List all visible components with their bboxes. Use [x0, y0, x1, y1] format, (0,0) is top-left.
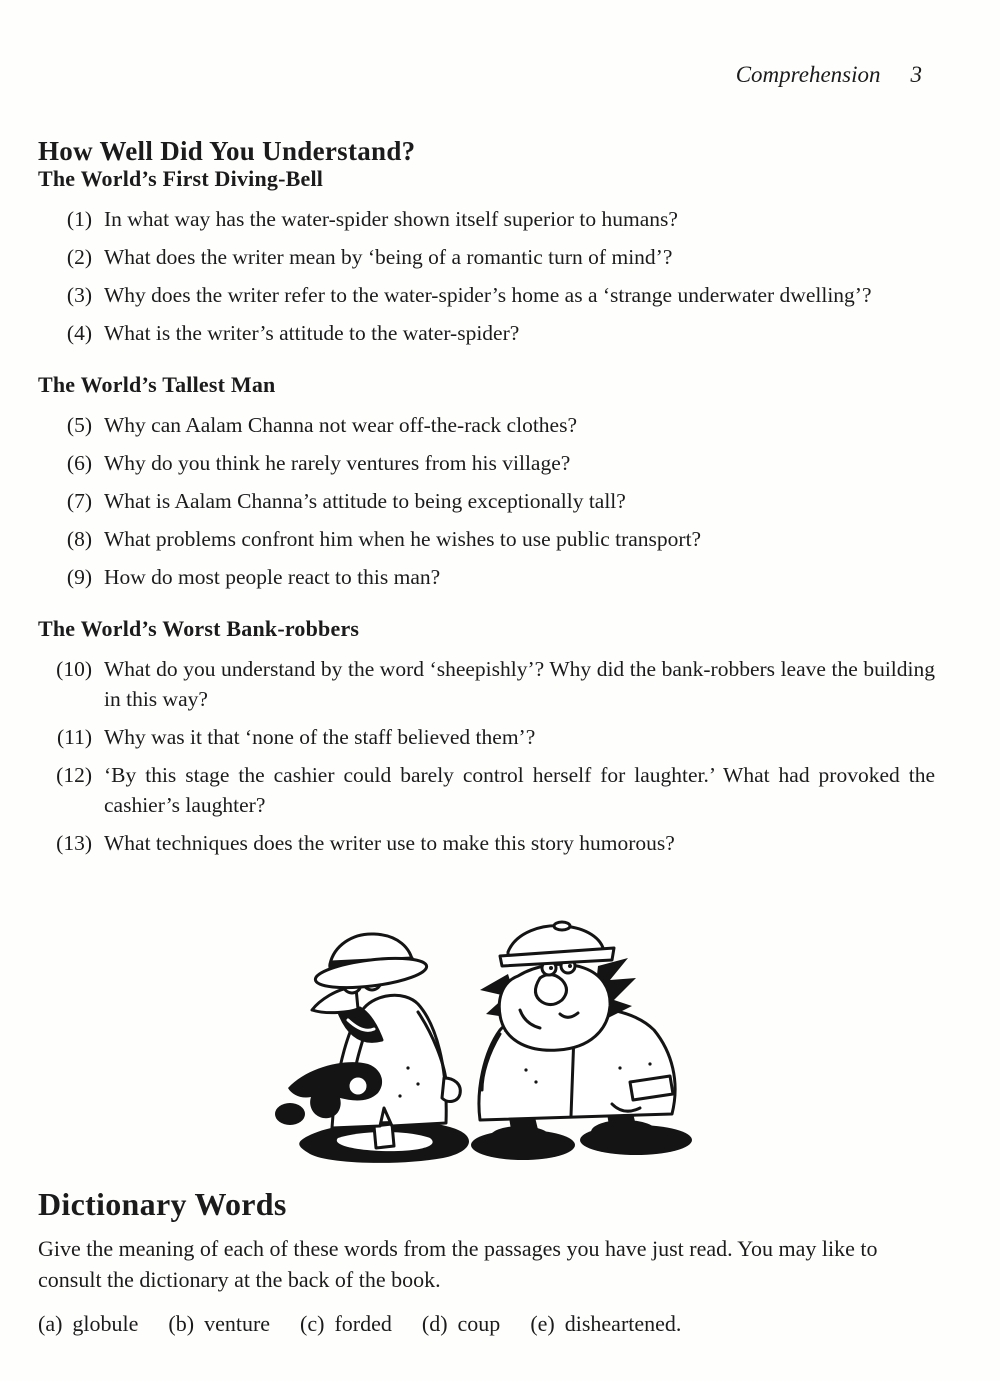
word-text: disheartened. — [564, 1311, 682, 1336]
question-text: What does the writer mean by ‘being of a romantic turn of mind’? — [104, 245, 673, 269]
exercise-content — [38, 166, 935, 866]
question-2 — [38, 242, 935, 272]
word-label: (d) — [421, 1311, 448, 1336]
dictionary-word-e — [530, 1311, 681, 1337]
word-label: (a) — [38, 1311, 63, 1336]
question-number: (7) — [66, 489, 92, 513]
question-number: (1) — [66, 207, 92, 231]
question-number: (12) — [56, 763, 92, 787]
page-title: How Well Did You Understand? — [38, 136, 416, 167]
question-4 — [38, 318, 935, 348]
page-number: 3 — [910, 62, 922, 87]
word-label: (b) — [168, 1311, 195, 1336]
question-number: (8) — [66, 527, 92, 551]
dictionary-instructions: Give the meaning of each of these words from the passages you have just read. You may like to consult the dictionary at the back of the book. — [38, 1236, 878, 1292]
question-text: ‘By this stage the cashier could barely control herself for laughter.’ What had provoked the cashier’s laughter? — [104, 763, 935, 817]
dictionary-section — [38, 1186, 943, 1337]
dictionary-word-list — [38, 1311, 943, 1337]
question-number: (3) — [66, 283, 92, 307]
question-1 — [38, 204, 935, 234]
section-heading: The World’s First Diving-Bell — [38, 166, 324, 191]
question-text: What techniques does the writer use to make this story humorous? — [104, 831, 675, 855]
question-6 — [38, 448, 935, 478]
section-diving-bell — [38, 166, 935, 348]
question-12 — [38, 760, 935, 820]
question-text: Why does the writer refer to the water-spider’s home as a ‘strange underwater dwelling’? — [104, 283, 872, 307]
dictionary-word-d — [422, 1311, 500, 1337]
question-text: Why can Aalam Channa not wear off-the-rack clothes? — [104, 413, 577, 437]
question-13 — [38, 828, 935, 858]
question-text: Why do you think he rarely ventures from his village? — [104, 451, 571, 475]
question-9 — [38, 562, 935, 592]
question-8 — [38, 524, 935, 554]
question-number: (4) — [66, 321, 92, 345]
bank-robbers-cartoon — [268, 918, 700, 1176]
question-number: (2) — [66, 245, 92, 269]
word-text: globule — [72, 1311, 139, 1336]
question-text: What do you understand by the word ‘sheepishly’? Why did the bank-robbers leave the building in this way? — [104, 657, 935, 711]
question-number: (5) — [66, 413, 92, 437]
question-number: (9) — [66, 565, 92, 589]
question-number: (13) — [56, 831, 92, 855]
dictionary-word-a — [38, 1311, 138, 1337]
word-label: (e) — [530, 1311, 555, 1336]
running-header — [736, 62, 922, 88]
section-heading: The World’s Tallest Man — [38, 372, 276, 397]
question-text: What problems confront him when he wishes to use public transport? — [104, 527, 702, 551]
section-bank-robbers — [38, 616, 935, 858]
question-text: Why was it that ‘none of the staff believed them’? — [104, 725, 536, 749]
question-3 — [38, 280, 935, 310]
dictionary-heading: Dictionary Words — [38, 1186, 287, 1222]
question-number: (6) — [66, 451, 92, 475]
question-text: What is the writer’s attitude to the water-spider? — [104, 321, 520, 345]
question-text: How do most people react to this man? — [104, 565, 441, 589]
word-text: coup — [457, 1311, 501, 1336]
section-heading: The World’s Worst Bank-robbers — [38, 616, 360, 641]
robber-left — [275, 934, 460, 1148]
section-tallest-man — [38, 372, 935, 592]
question-5 — [38, 410, 935, 440]
question-text: In what way has the water-spider shown itself superior to humans? — [104, 207, 678, 231]
question-number: (11) — [56, 725, 92, 749]
dictionary-word-b — [168, 1311, 270, 1337]
word-label: (c) — [300, 1311, 325, 1336]
word-text: venture — [204, 1311, 271, 1336]
question-text: What is Aalam Channa’s attitude to being exceptionally tall? — [104, 489, 626, 513]
word-text: forded — [334, 1311, 392, 1336]
running-title: Comprehension — [735, 62, 881, 87]
question-number: (10) — [56, 657, 92, 681]
question-7 — [38, 486, 935, 516]
question-10 — [38, 654, 935, 714]
dictionary-word-c — [300, 1311, 392, 1337]
question-11 — [38, 722, 935, 752]
robber-right — [479, 922, 675, 1148]
